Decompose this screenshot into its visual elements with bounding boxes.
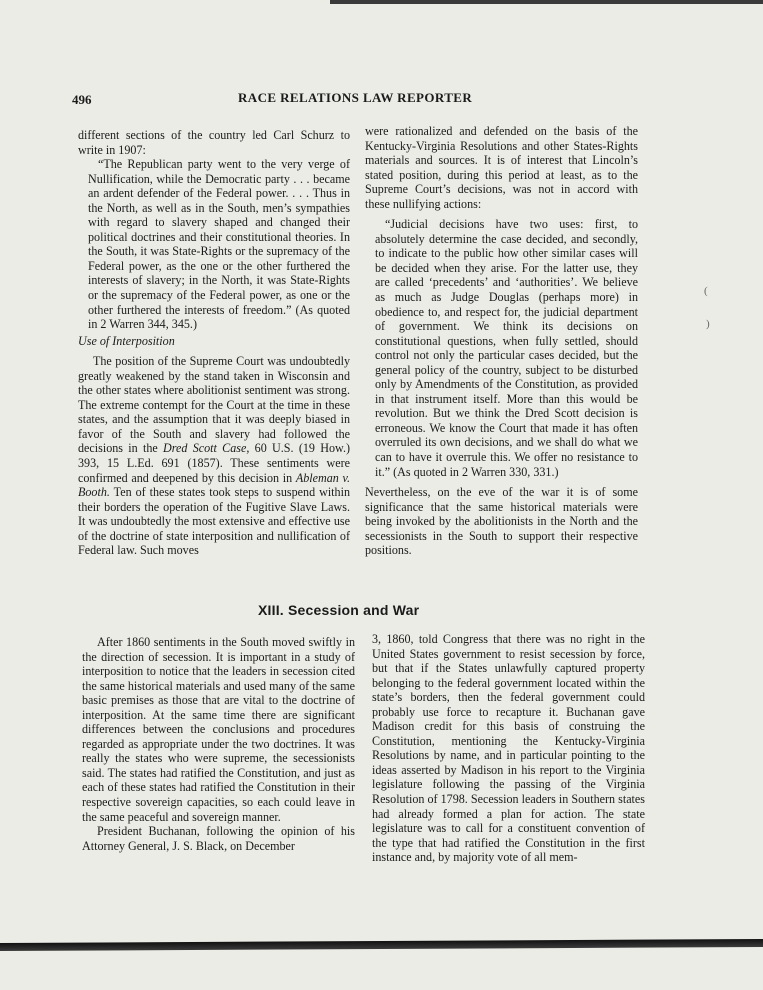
paragraph: different sections of the country led Carl Schurz to write in 1907: [78,128,350,157]
margin-mark: ) [706,318,710,330]
block-quote: “The Republican party went to the very verge of Nullification, while the Democratic party . . . became an ardent defender of the Federal power. . . . Thus in the North, as well as in the South, men’s sympathies with regard to slavery shaped and changed their political doctrines and their constitutional theories. In the South, it was State-Rights or the supremacy of the Federal power, as the one or the other furthered the interests of slavery; in the North, it was State-Rights or the supremacy of the Federal power, as one or the other furthered the interests of freedom.” (As quoted in 2 Warren 344, 345.) [88,157,350,332]
paragraph: were rationalized and defended on the basis of the Kentucky-Virginia Resolutions and other States-Rights materials and sources. It is of interest that Lincoln’s stated position, during this period at least, as to the Supreme Court’s decisions, was not in accord with these nullifying actions: [365,124,638,211]
right-column-top [365,124,638,558]
top-edge-rule [330,0,763,4]
margin-mark: ( [704,285,708,297]
paragraph [78,354,350,558]
paragraph: After 1860 sentiments in the South moved swiftly in the direction of secession. It is important in a study of interposition to notice that the leaders in secession cited the same historical materials and used many of the same basic premises as those that are vital to the doctrine of interposition. At the same time there are significant differences between the conclusions and procedures regarded as appropriate under the two doctrines. It was really the states who were supreme, the secessionists said. The states had ratified the Constitution, and just as each of these states had ratified the Constitution in their respective sovereign capacities, so each could leave in the same peaceful and sovereign manner. [82,635,355,824]
section-heading: XIII. Secession and War [258,602,420,618]
case-citation: Dred Scott Case, [163,441,250,456]
text-run: The position of the Supreme Court was undoubtedly greatly weakened by the stand taken in Wisconsin and the other states where abolitionist sentiment was strong. The extreme contempt for the Court at the time in these states, and the assumption that it was deeply biased in favor of the South and slavery had followed the decisions in the [78,354,350,456]
left-column-top [78,128,350,558]
left-column-bottom [82,635,355,853]
bottom-edge-rule [0,939,763,951]
subheading: Use of Interposition [78,333,175,348]
paragraph: President Buchanan, following the opinion of his Attorney General, J. S. Black, on December [82,824,355,853]
text-run: Ten of these states took steps to suspend within their borders the operation of the Fugitive Slave Laws. It was undoubtedly the most extensive and effective use of the doctrine of state interposition and nullification of Federal law. Such moves [78,485,350,558]
paragraph: 3, 1860, told Congress that there was no right in the United States government to resist secession by force, but that if the States unlawfully captured property belonging to the federal government located within the state’s borders, then the federal government could probably use force to recapture it. Buchanan gave Madison credit for this basis of construing the Constitution, mentioning the Kentucky-Virginia Resolutions by name, and in particular pointing to the ideas asserted by Madison in his report to the Virginia legislature following the passing of the Virginia Resolution of 1798. Secession leaders in Southern states had already formed a plan for action. The state legislature was to call for a constituent convention of the type that had ratified the Constitution in the first instance and, by majority vote of all mem- [372,632,645,865]
running-head: RACE RELATIONS LAW REPORTER [238,90,473,105]
right-column-bottom [372,632,645,865]
text-run: 60 U.S. (19 How.) 393, 15 L.Ed. 691 (1857). These sentiments were confirmed and deepened by this decision in [78,441,350,485]
paragraph: Nevertheless, on the eve of the war it is of some significance that the same historical materials were being invoked by the abolitionists in the North and the secessionists in the South to support their respective positions. [365,485,638,558]
case-citation: Ableman v. Booth. [78,470,350,500]
page-number: 496 [72,92,92,107]
block-quote: “Judicial decisions have two uses: first, to absolutely determine the case decided, and secondly, to indicate to the public how other similar cases will be decided when they arise. For the latter use, they are called ‘precedents’ and ‘authorities’. We believe as much as Judge Douglas (perhaps more) in obedience to, and respect for, the judicial department of government. We think its decisions on constitutional questions, when fully settled, should control not only the particular cases decided, but the general policy of the country, subject to be disturbed only by Amendments of the Constitution, as provided in that instrument itself. More than this would be revolution. But we think the Dred Scott decision is erroneous. We know the Court that made it has often overruled its own decisions, and we shall do what we can to have it overrule this. We offer no resistance to it.” (As quoted in 2 Warren 330, 331.) [375,217,638,479]
